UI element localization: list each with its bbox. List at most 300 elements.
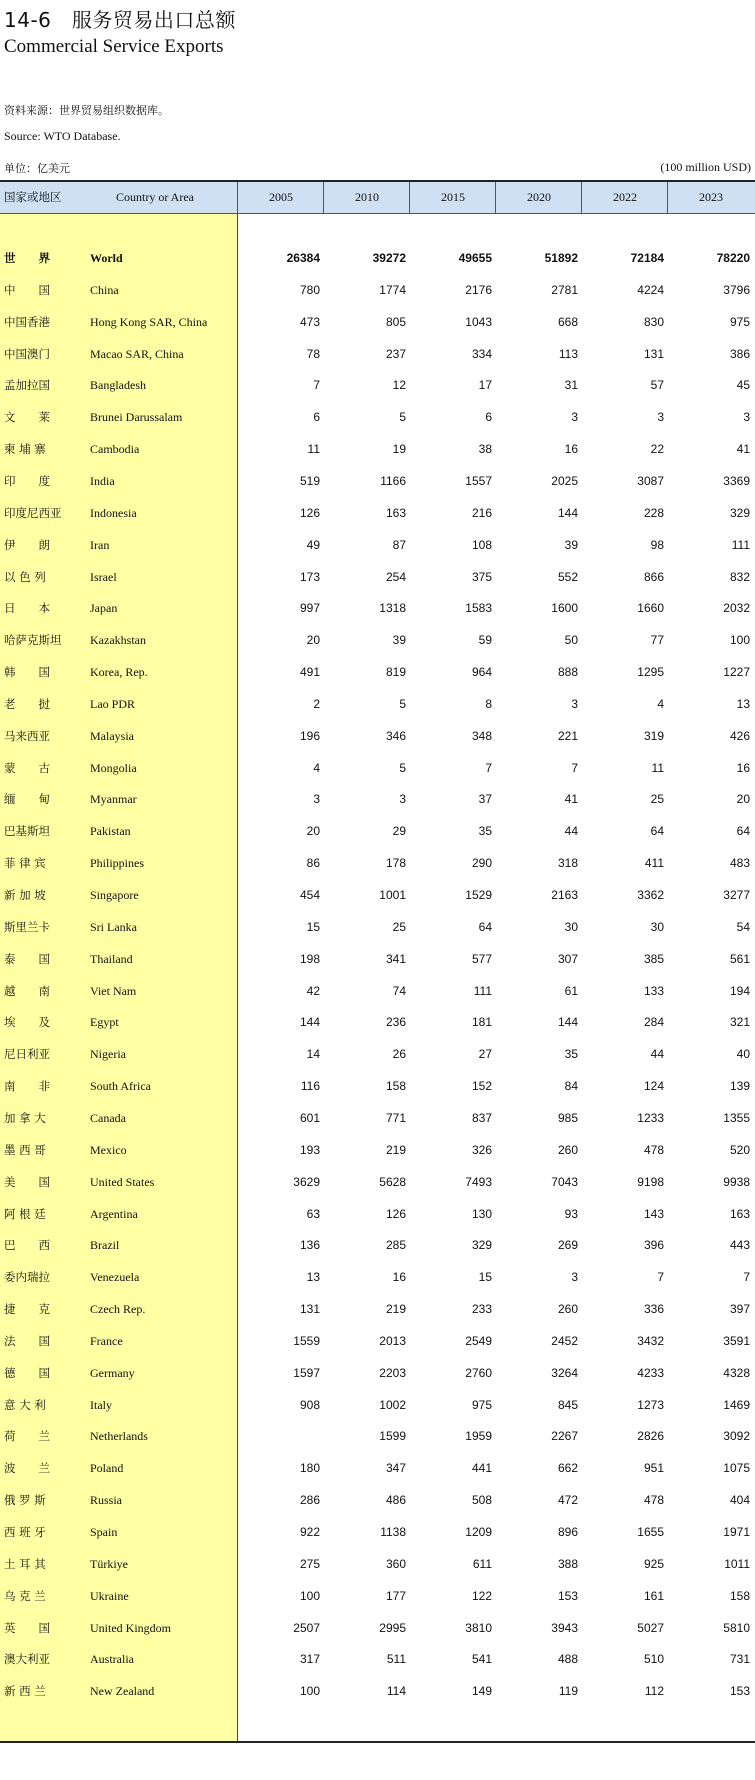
- value-cell-2023: 163: [729, 1207, 750, 1221]
- value-cell-2023: 1971: [723, 1525, 750, 1539]
- country-name-en: Mongolia: [90, 761, 137, 775]
- country-name-cn: 委内瑞拉: [4, 1270, 50, 1284]
- country-name-cn: 孟加拉国: [4, 378, 50, 392]
- value-cell-2022: 4: [657, 697, 664, 711]
- value-cell-2022: 77: [650, 633, 664, 647]
- value-cell-2005: 473: [299, 315, 320, 329]
- table-row: [0, 597, 755, 619]
- country-name-cn: 荷 兰: [4, 1429, 50, 1443]
- value-cell-2005: 136: [299, 1238, 320, 1252]
- value-cell-2022: 1273: [637, 1398, 664, 1412]
- country-name-en: Bangladesh: [90, 378, 146, 392]
- value-cell-2005: 15: [306, 920, 320, 934]
- country-name-cn: 巴基斯坦: [4, 824, 50, 838]
- value-cell-2010: 805: [385, 315, 406, 329]
- country-name-en: Türkiye: [90, 1557, 128, 1571]
- country-name-en: Singapore: [90, 888, 139, 902]
- value-cell-2022: 228: [643, 506, 664, 520]
- table-row: [0, 1139, 755, 1161]
- value-cell-2020: 3264: [551, 1366, 578, 1380]
- value-cell-2023: 3: [743, 410, 750, 424]
- country-name-en: Netherlands: [90, 1429, 148, 1443]
- value-cell-2020: 269: [557, 1238, 578, 1252]
- country-name-cn: 意 大 利: [4, 1398, 46, 1412]
- value-cell-2022: 4224: [637, 283, 664, 297]
- value-cell-2023: 4328: [723, 1366, 750, 1380]
- value-cell-2020: 221: [557, 729, 578, 743]
- value-cell-2015: 508: [471, 1493, 492, 1507]
- value-cell-2010: 12: [392, 378, 406, 392]
- value-cell-2020: 7: [571, 761, 578, 775]
- value-cell-2023: 1227: [723, 665, 750, 679]
- value-cell-2015: 348: [471, 729, 492, 743]
- value-cell-2023: 397: [729, 1302, 750, 1316]
- table-row: [0, 1457, 755, 1479]
- table-row: [0, 1585, 755, 1607]
- value-cell-2022: 25: [650, 792, 664, 806]
- value-cell-2015: 233: [471, 1302, 492, 1316]
- page-title-en: Commercial Service Exports: [4, 36, 224, 57]
- table-row: [0, 725, 755, 747]
- value-cell-2022: 3432: [637, 1334, 664, 1348]
- value-cell-2020: 113: [558, 347, 578, 361]
- value-cell-2010: 114: [386, 1684, 406, 1698]
- value-cell-2023: 975: [729, 315, 750, 329]
- value-cell-2023: 329: [729, 506, 750, 520]
- country-name-cn: 乌 克 兰: [4, 1589, 46, 1603]
- table-row: [0, 1075, 755, 1097]
- value-cell-2023: 731: [729, 1652, 750, 1666]
- value-cell-2020: 888: [557, 665, 578, 679]
- value-cell-2022: 131: [643, 347, 664, 361]
- value-cell-2023: 54: [736, 920, 750, 934]
- country-name-cn: 尼日利亚: [4, 1047, 50, 1061]
- value-cell-2010: 158: [385, 1079, 406, 1093]
- value-cell-2015: 149: [471, 1684, 492, 1698]
- value-cell-2005: 4: [313, 761, 320, 775]
- value-cell-2005: 491: [299, 665, 320, 679]
- table-row: [0, 1521, 755, 1543]
- value-cell-2015: 1529: [465, 888, 492, 902]
- country-name-cn: 蒙 古: [4, 761, 50, 775]
- value-cell-2022: 1295: [637, 665, 664, 679]
- value-cell-2010: 1774: [379, 283, 406, 297]
- page-title-cn: 14-6 服务贸易出口总额: [4, 8, 236, 32]
- value-cell-2015: 59: [478, 633, 492, 647]
- value-cell-2005: 14: [306, 1047, 320, 1061]
- value-cell-2020: 41: [564, 792, 578, 806]
- value-cell-2020: 3: [571, 697, 578, 711]
- country-name-en: World: [90, 251, 123, 265]
- country-name-cn: 老 挝: [4, 697, 50, 711]
- value-cell-2005: 78: [306, 347, 320, 361]
- value-cell-2022: 98: [650, 538, 664, 552]
- country-name-en: Brazil: [90, 1238, 120, 1252]
- value-cell-2023: 16: [736, 761, 750, 775]
- country-name-cn: 加 拿 大: [4, 1111, 46, 1125]
- value-cell-2020: 388: [557, 1557, 578, 1571]
- value-cell-2010: 163: [385, 506, 406, 520]
- value-cell-2022: 411: [644, 856, 664, 870]
- value-cell-2022: 925: [643, 1557, 664, 1571]
- value-cell-2015: 2760: [465, 1366, 492, 1380]
- table-row: [0, 884, 755, 906]
- value-cell-2022: 22: [650, 442, 664, 456]
- value-cell-2010: 2203: [379, 1366, 406, 1380]
- value-cell-2015: 64: [478, 920, 492, 934]
- table-row: [0, 1489, 755, 1511]
- value-cell-2005: 20: [306, 824, 320, 838]
- table-row: [0, 916, 755, 938]
- value-cell-2022: 284: [643, 1015, 664, 1029]
- country-name-cn: 俄 罗 斯: [4, 1493, 46, 1507]
- value-cell-2015: 1043: [465, 315, 492, 329]
- value-cell-2015: 577: [471, 952, 492, 966]
- value-cell-2020: 2025: [551, 474, 578, 488]
- table-row: [0, 1362, 755, 1384]
- value-cell-2020: 35: [564, 1047, 578, 1061]
- value-cell-2015: 122: [471, 1589, 492, 1603]
- country-name-en: India: [90, 474, 115, 488]
- value-cell-2005: 275: [299, 1557, 320, 1571]
- country-name-en: Spain: [90, 1525, 118, 1539]
- value-cell-2005: 3629: [293, 1175, 320, 1189]
- country-name-en: Ukraine: [90, 1589, 129, 1603]
- table-row: [0, 374, 755, 396]
- value-cell-2020: 93: [564, 1207, 578, 1221]
- country-name-en: Australia: [90, 1652, 134, 1666]
- value-cell-2005: 13: [306, 1270, 320, 1284]
- value-cell-2020: 30: [564, 920, 578, 934]
- value-cell-2020: 16: [564, 442, 578, 456]
- value-cell-2023: 78220: [716, 251, 750, 265]
- value-cell-2005: 3: [313, 792, 320, 806]
- value-cell-2020: 472: [557, 1493, 578, 1507]
- value-cell-2010: 2995: [379, 1621, 406, 1635]
- value-cell-2015: 611: [472, 1557, 492, 1571]
- value-cell-2010: 177: [385, 1589, 406, 1603]
- country-name-cn: 世 界: [4, 251, 50, 265]
- value-cell-2015: 1557: [465, 474, 492, 488]
- country-name-en: Thailand: [90, 952, 133, 966]
- value-cell-2015: 541: [471, 1652, 492, 1666]
- country-name-en: United States: [90, 1175, 155, 1189]
- country-name-en: Lao PDR: [90, 697, 135, 711]
- value-cell-2022: 1660: [637, 601, 664, 615]
- value-cell-2023: 153: [729, 1684, 750, 1698]
- country-name-cn: 缅 甸: [4, 792, 50, 806]
- value-cell-2020: 985: [557, 1111, 578, 1125]
- value-cell-2020: 552: [557, 570, 578, 584]
- header-country-cn: 国家或地区: [4, 190, 62, 204]
- value-cell-2020: 50: [564, 633, 578, 647]
- value-cell-2005: 2: [313, 697, 320, 711]
- value-cell-2023: 100: [729, 633, 750, 647]
- value-cell-2020: 119: [558, 1684, 578, 1698]
- country-name-cn: 澳大利亚: [4, 1652, 50, 1666]
- value-cell-2010: 819: [385, 665, 406, 679]
- country-name-en: Pakistan: [90, 824, 131, 838]
- value-cell-2015: 108: [471, 538, 492, 552]
- value-cell-2015: 1959: [465, 1429, 492, 1443]
- value-cell-2010: 219: [385, 1302, 406, 1316]
- value-cell-2005: 198: [299, 952, 320, 966]
- country-name-cn: 巴 西: [4, 1238, 50, 1252]
- value-cell-2023: 3591: [723, 1334, 750, 1348]
- value-cell-2022: 5027: [637, 1621, 664, 1635]
- value-cell-2010: 5628: [379, 1175, 406, 1189]
- value-cell-2010: 26: [392, 1047, 406, 1061]
- value-cell-2005: 11: [307, 442, 320, 456]
- value-cell-2010: 237: [385, 347, 406, 361]
- value-cell-2023: 3369: [723, 474, 750, 488]
- table-row: [0, 757, 755, 779]
- table-row: [0, 1330, 755, 1352]
- value-cell-2010: 1599: [379, 1429, 406, 1443]
- country-name-en: France: [90, 1334, 123, 1348]
- country-name-en: Russia: [90, 1493, 123, 1507]
- country-name-cn: 法 国: [4, 1334, 50, 1348]
- country-name-en: China: [90, 283, 119, 297]
- value-cell-2023: 20: [736, 792, 750, 806]
- value-cell-2023: 41: [736, 442, 750, 456]
- value-cell-2005: 126: [299, 506, 320, 520]
- value-cell-2015: 37: [478, 792, 492, 806]
- country-name-cn: 文 莱: [4, 410, 50, 424]
- value-cell-2022: 11: [651, 761, 664, 775]
- value-cell-2015: 375: [471, 570, 492, 584]
- value-cell-2020: 144: [557, 506, 578, 520]
- source-note-en: Source: WTO Database.: [4, 129, 121, 143]
- value-cell-2015: 27: [478, 1047, 492, 1061]
- value-cell-2005: 908: [299, 1398, 320, 1412]
- value-cell-2015: 837: [471, 1111, 492, 1125]
- value-cell-2010: 25: [392, 920, 406, 934]
- country-name-cn: 南 非: [4, 1079, 50, 1093]
- table-row: [0, 311, 755, 333]
- table-row: [0, 1394, 755, 1416]
- unit-label-cn: 单位：亿美元: [4, 162, 70, 175]
- country-name-cn: 墨 西 哥: [4, 1143, 46, 1157]
- value-cell-2015: 964: [471, 665, 492, 679]
- value-cell-2015: 329: [471, 1238, 492, 1252]
- value-cell-2005: 180: [299, 1461, 320, 1475]
- value-cell-2005: 1597: [293, 1366, 320, 1380]
- value-cell-2023: 404: [729, 1493, 750, 1507]
- value-cell-2022: 478: [643, 1143, 664, 1157]
- value-cell-2010: 1001: [379, 888, 406, 902]
- value-cell-2005: 116: [300, 1079, 320, 1093]
- table-row: [0, 1234, 755, 1256]
- value-cell-2005: 519: [299, 474, 320, 488]
- value-cell-2010: 236: [385, 1015, 406, 1029]
- header-country-en: Country or Area: [116, 190, 194, 204]
- table-row: [0, 693, 755, 715]
- value-cell-2023: 111: [731, 538, 750, 552]
- country-name-cn: 菲 律 宾: [4, 856, 46, 870]
- country-name-en: Poland: [90, 1461, 124, 1475]
- country-name-cn: 日 本: [4, 601, 50, 615]
- value-cell-2010: 2013: [379, 1334, 406, 1348]
- value-cell-2023: 1469: [723, 1398, 750, 1412]
- table-header: [0, 180, 755, 214]
- table-row: [0, 279, 755, 301]
- value-cell-2015: 3810: [465, 1621, 492, 1635]
- country-name-cn: 柬 埔 寨: [4, 442, 46, 456]
- value-cell-2020: 845: [557, 1398, 578, 1412]
- value-cell-2005: 144: [299, 1015, 320, 1029]
- table-row: [0, 470, 755, 492]
- value-cell-2023: 832: [729, 570, 750, 584]
- table-row: [0, 852, 755, 874]
- value-cell-2005: 196: [299, 729, 320, 743]
- value-cell-2020: 896: [557, 1525, 578, 1539]
- value-cell-2010: 1318: [379, 601, 406, 615]
- value-cell-2023: 1011: [724, 1557, 750, 1571]
- value-cell-2020: 260: [557, 1302, 578, 1316]
- value-cell-2020: 668: [557, 315, 578, 329]
- country-name-cn: 美 国: [4, 1175, 50, 1189]
- country-name-en: Iran: [90, 538, 110, 552]
- country-name-en: Myanmar: [90, 792, 137, 806]
- value-cell-2015: 38: [478, 442, 492, 456]
- table-row: [0, 438, 755, 460]
- header-year-2022: 2022: [581, 182, 668, 213]
- header-year-2010: 2010: [323, 182, 410, 213]
- table-row: [0, 1648, 755, 1670]
- table-row: [0, 343, 755, 365]
- country-name-cn: 伊 朗: [4, 538, 50, 552]
- country-name-cn: 韩 国: [4, 665, 50, 679]
- country-name-cn: 中国澳门: [4, 347, 50, 361]
- value-cell-2020: 144: [557, 1015, 578, 1029]
- value-cell-2023: 520: [729, 1143, 750, 1157]
- country-name-cn: 埃 及: [4, 1015, 50, 1029]
- value-cell-2015: 334: [471, 347, 492, 361]
- table-row: [0, 948, 755, 970]
- value-cell-2022: 30: [650, 920, 664, 934]
- value-cell-2015: 2176: [465, 283, 492, 297]
- value-cell-2015: 975: [471, 1398, 492, 1412]
- value-cell-2015: 152: [471, 1079, 492, 1093]
- value-cell-2020: 2452: [551, 1334, 578, 1348]
- value-cell-2010: 19: [392, 442, 406, 456]
- value-cell-2015: 1583: [465, 601, 492, 615]
- value-cell-2015: 1209: [465, 1525, 492, 1539]
- value-cell-2023: 3796: [723, 283, 750, 297]
- value-cell-2005: 2507: [293, 1621, 320, 1635]
- header-year-2023: 2023: [667, 182, 754, 213]
- country-name-cn: 以 色 列: [4, 570, 46, 584]
- value-cell-2020: 84: [564, 1079, 578, 1093]
- value-cell-2015: 15: [478, 1270, 492, 1284]
- value-cell-2010: 486: [385, 1493, 406, 1507]
- value-cell-2010: 74: [392, 984, 406, 998]
- value-cell-2010: 178: [385, 856, 406, 870]
- value-cell-2005: 86: [306, 856, 320, 870]
- value-cell-2010: 254: [385, 570, 406, 584]
- value-cell-2015: 49655: [458, 251, 492, 265]
- value-cell-2005: 454: [299, 888, 320, 902]
- value-cell-2015: 216: [471, 506, 492, 520]
- value-cell-2005: 100: [299, 1589, 320, 1603]
- value-cell-2010: 511: [386, 1652, 406, 1666]
- value-cell-2015: 6: [485, 410, 492, 424]
- value-cell-2022: 478: [643, 1493, 664, 1507]
- value-cell-2022: 830: [643, 315, 664, 329]
- value-cell-2005: 601: [299, 1111, 320, 1125]
- value-cell-2005: 780: [299, 283, 320, 297]
- country-name-en: Kazakhstan: [90, 633, 146, 647]
- value-cell-2020: 488: [557, 1652, 578, 1666]
- value-cell-2015: 181: [471, 1015, 492, 1029]
- value-cell-2023: 483: [729, 856, 750, 870]
- value-cell-2010: 5: [399, 410, 406, 424]
- value-cell-2022: 124: [643, 1079, 664, 1093]
- country-name-cn: 马来西亚: [4, 729, 50, 743]
- country-name-en: Korea, Rep.: [90, 665, 148, 679]
- table-row: [0, 1680, 755, 1702]
- value-cell-2023: 321: [729, 1015, 750, 1029]
- value-cell-2020: 307: [557, 952, 578, 966]
- header-year-2015: 2015: [409, 182, 496, 213]
- value-cell-2022: 143: [643, 1207, 664, 1221]
- value-cell-2005: 7: [313, 378, 320, 392]
- value-cell-2022: 1233: [637, 1111, 664, 1125]
- value-cell-2022: 7: [657, 1270, 664, 1284]
- country-name-en: Brunei Darussalam: [90, 410, 183, 424]
- value-cell-2005: 49: [306, 538, 320, 552]
- country-name-en: Viet Nam: [90, 984, 137, 998]
- table-row: [0, 1171, 755, 1193]
- value-cell-2005: 6: [313, 410, 320, 424]
- value-cell-2022: 1655: [637, 1525, 664, 1539]
- country-name-cn: 土 耳 其: [4, 1557, 46, 1571]
- value-cell-2022: 3087: [637, 474, 664, 488]
- value-cell-2022: 319: [643, 729, 664, 743]
- country-name-en: Argentina: [90, 1207, 138, 1221]
- country-name-cn: 中国香港: [4, 315, 50, 329]
- country-name-en: Philippines: [90, 856, 145, 870]
- value-cell-2010: 347: [385, 1461, 406, 1475]
- value-cell-2010: 39272: [372, 251, 406, 265]
- country-name-cn: 德 国: [4, 1366, 50, 1380]
- value-cell-2022: 3: [657, 410, 664, 424]
- country-name-cn: 西 班 牙: [4, 1525, 46, 1539]
- value-cell-2010: 360: [385, 1557, 406, 1571]
- table-row: [0, 406, 755, 428]
- value-cell-2020: 39: [564, 538, 578, 552]
- table-row: [0, 820, 755, 842]
- value-cell-2010: 346: [385, 729, 406, 743]
- value-cell-2023: 13: [736, 697, 750, 711]
- value-cell-2005: 131: [299, 1302, 320, 1316]
- country-name-en: United Kingdom: [90, 1621, 171, 1635]
- country-name-en: Germany: [90, 1366, 135, 1380]
- value-cell-2020: 44: [564, 824, 578, 838]
- country-name-en: Czech Rep.: [90, 1302, 146, 1316]
- country-name-cn: 斯里兰卡: [4, 920, 50, 934]
- country-name-en: Indonesia: [90, 506, 137, 520]
- table-row: [0, 980, 755, 1002]
- table-bottom-rule: [0, 1741, 755, 1743]
- unit-label-en: (100 million USD): [660, 160, 751, 174]
- value-cell-2020: 3: [571, 1270, 578, 1284]
- value-cell-2022: 64: [650, 824, 664, 838]
- country-name-en: New Zealand: [90, 1684, 155, 1698]
- value-cell-2005: 317: [299, 1652, 320, 1666]
- country-name-cn: 阿 根 廷: [4, 1207, 46, 1221]
